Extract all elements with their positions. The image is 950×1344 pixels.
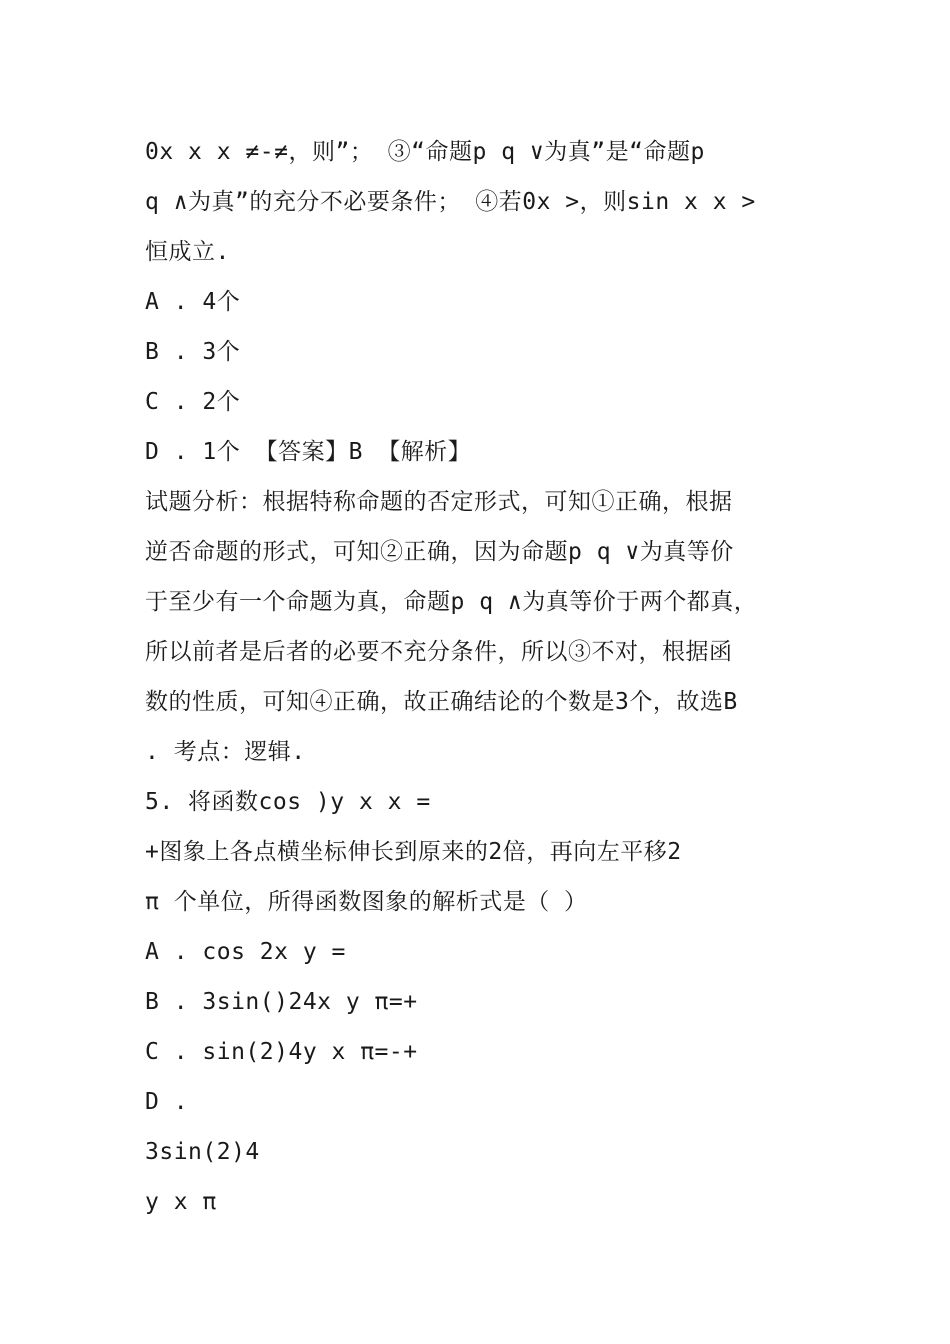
text-line-3: 恒成立. — [145, 239, 230, 265]
option-d-5-formula-1: 3sin(2)4 — [145, 1139, 260, 1165]
option-d-5-formula-2: y x π — [145, 1189, 217, 1215]
option-a-4: A . 4个 — [145, 289, 241, 315]
option-d-4-answer: D . 1个 【答案】B 【解析】 — [145, 439, 472, 465]
question-5-line-3: π 个单位，所得函数图象的解析式是（ ） — [145, 889, 588, 915]
option-c-5: C . sin(2)4y x π=-+ — [145, 1039, 418, 1065]
option-c-4: C . 2个 — [145, 389, 241, 415]
analysis-line-1: 试题分析：根据特称命题的否定形式，可知①正确，根据 — [145, 489, 733, 515]
topic-line: . 考点：逻辑. — [145, 739, 306, 765]
question-5-line-1: 5. 将函数cos )y x x = — [145, 789, 431, 815]
analysis-line-4: 所以前者是后者的必要不充分条件，所以③不对，根据函 — [145, 639, 733, 665]
question-5-line-2: +图象上各点横坐标伸长到原来的2倍，再向左平移2 — [145, 839, 682, 865]
analysis-line-5: 数的性质，可知④正确，故正确结论的个数是3个，故选B — [145, 689, 738, 715]
text-line-1: 0x x x ≠-≠，则”； ③“命题p q ∨为真”是“命题p — [145, 139, 705, 165]
option-b-4: B . 3个 — [145, 339, 241, 365]
option-b-5: B . 3sin()24x y π=+ — [145, 989, 418, 1015]
analysis-line-2: 逆否命题的形式，可知②正确，因为命题p q ∨为真等价 — [145, 539, 734, 565]
analysis-line-3: 于至少有一个命题为真，命题p q ∧为真等价于两个都真， — [145, 589, 758, 615]
text-line-2: q ∧为真”的充分不必要条件； ④若0x >，则sin x x > — [145, 189, 756, 215]
option-a-5: A . cos 2x y = — [145, 939, 346, 965]
option-d-5: D . — [145, 1089, 189, 1115]
